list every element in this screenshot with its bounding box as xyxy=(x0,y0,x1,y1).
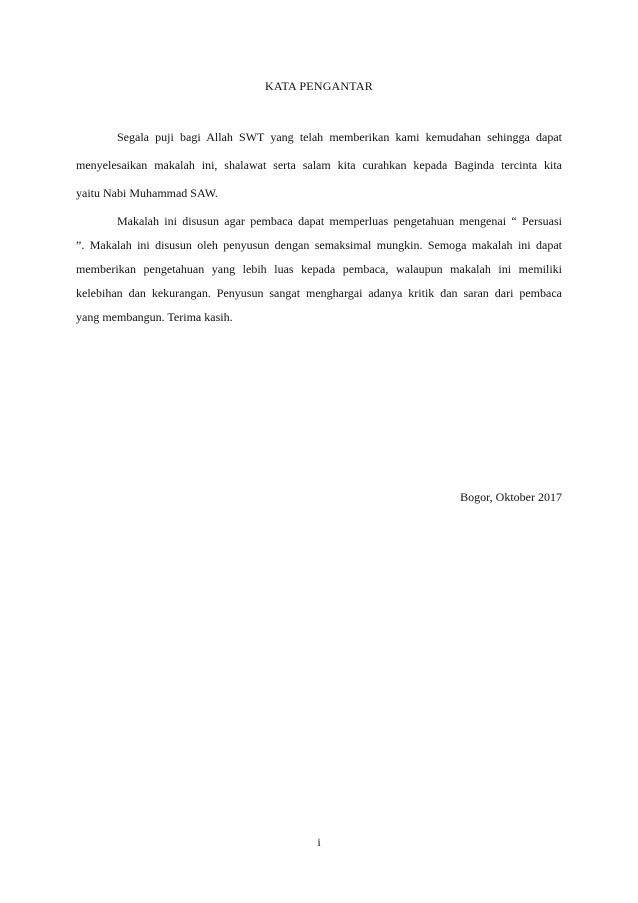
paragraph-line: kelebihan dan kekurangan. Penyusun sangat menghargai adanya kritik dan saran dari pembaca xyxy=(76,286,562,300)
paragraph-line: yaitu Nabi Muhammad SAW. xyxy=(76,186,218,200)
signature-place-date: Bogor, Oktober 2017 xyxy=(460,490,562,504)
paragraph-line: menyelesaikan makalah ini, shalawat serta salam kita curahkan kepada Baginda tercinta kita xyxy=(76,158,562,172)
paragraph-line: Makalah ini disusun agar pembaca dapat memperluas pengetahuan mengenai “ Persuasi xyxy=(117,214,562,228)
paragraph-line: yang membangun. Terima kasih. xyxy=(76,310,233,324)
paragraph-line: memberikan pengetahuan yang lebih luas kepada pembaca, walaupun makalah ini memiliki xyxy=(76,262,562,276)
page-title: KATA PENGANTAR xyxy=(265,79,373,93)
page-number: i xyxy=(317,835,321,849)
paragraph-line: ”. Makalah ini disusun oleh penyusun dengan semaksimal mungkin. Semoga makalah ini dapat xyxy=(76,238,562,252)
paragraph-line: Segala puji bagi Allah SWT yang telah memberikan kami kemudahan sehingga dapat xyxy=(117,130,562,144)
